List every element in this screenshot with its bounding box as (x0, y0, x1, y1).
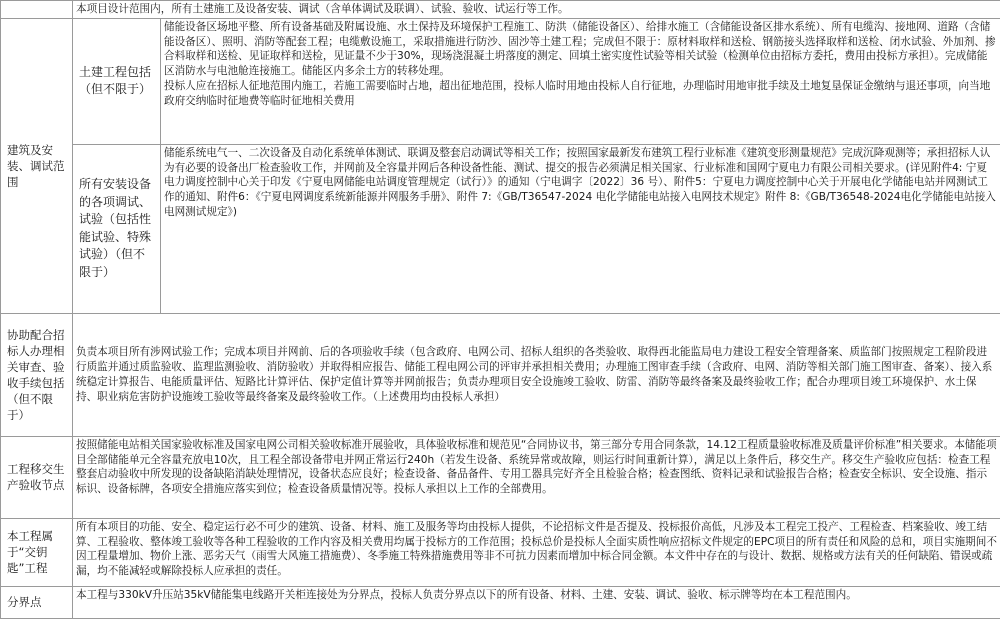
lbl-empty-cell (1, 1, 73, 19)
content-cell (73, 1, 1000, 19)
turnkey-label: 本工程属于“交钥匙”工程 (1, 518, 73, 586)
civil-works-label: 土建工程包括（但不限于） (73, 18, 161, 144)
scope-label: 建筑及安装、调试范围 (1, 18, 73, 313)
boundary-text: 本工程与330kV升压站35kV储能集电线路开关柜连接处为分界点，投标人负责分界点以下的所有设备、材料、土建、安装、调试、验收、标示牌等均在本工程范围内。 (76, 588, 857, 601)
content-cell (161, 18, 1000, 144)
scope-intro-text: 本项目设计范围内，所有土建施工及设备安装、调试（含单体调试及联调）、试验、验收、试运行等工作。 (76, 3, 569, 15)
table-row (1, 313, 1000, 436)
table-row (1, 144, 1000, 313)
turnkey-text: 所有本项目的功能、安全、稳定运行必不可少的建筑、设备、材料、施工及服务等均由投标人提供，不论招标文件是否提及、投标报价高低，凡涉及本工程完工投产、工程检查、档案验收、竣工结算、工程验收、整体竣工验收等各种工程验收的工作内容及相关费用均属于投标方的工作范围；投标总价是投标人全面实质性响应招标文件规定的EPC项目的所有责任和风险的总和，项目实施期间不因工程量增加、物价上涨、恶劣天气（雨雪大风施工措施费）、冬季施工特殊措施费用等非不可抗力因素而增加中标合同金额。本文件中存在的与设计、数据、规格或方法有关的任何缺陷、错误或疏漏，均不能减轻或解除投标人应承担的责任。 (76, 520, 997, 578)
table-row (1, 1, 1000, 19)
content-cell (73, 313, 1000, 436)
civil-works-text: 储能设备区场地平整、所有设备基础及附属设施、水土保持及环境保护工程施工、防洪（储能设备区）、给排水施工（含储能设备区排水系统）、所有电缆沟、接地网、道路（含储能设备区）、照明、消防等配套工程；电缆敷设施工，采取措施进行防沙、固沙等土建工程；完成但不限于：原材料取样和送检、钢筋接头选择取样和送检、闭水试验、外加剂、掺合料取样和送检、见证取样和送检，见证量不少于30%，现场浇混凝土坍落度的测定、回填土密实度性试验等相关试验（检测单位由招标方委托，费用由投标方承担）。完成储能区消防水与电池舱连接施工。储能区内多余土方的转移处理。 (164, 20, 996, 78)
content-cell (73, 518, 1000, 586)
table-row (1, 18, 1000, 144)
installation-testing-text: 储能系统电气一、二次设备及自动化系统单体测试、联调及整套启动调试等相关工作；按照国家最新发布建筑工程行业标准《建筑变形测量规范》完成沉降观测等；承担招标人认为有必要的设备出厂检查验收工作，并网前及全容量并网后各种设备性能、测试、提交的报告必须满足相关国家、行业标准和国网宁夏电力有限公司相关要求。(详见附件4: 宁夏电力调度控制中心关于印发《宁夏电网储能电站调度管理规定（试行）》的通知（宁电调字〔2022〕36 号）、附件5：宁夏电力调度控制中心关于开展电化学储能电站并网测试工作的通知、附件6：《宁夏电网调度系统新能源并网服务手册》、附件 7:《GB/T36547-2024 电化学储能电站接入电网技术规定》附件 8:《GB/T36548-2024电化学储能电站接入电网测试规定》) (164, 146, 996, 218)
table-row (1, 586, 1000, 618)
assist-approval-text: 负责本项目所有涉网试验工作；完成本项目并网前、后的各项验收手续（包含政府、电网公司、招标人组织的各类验收、取得西北能监局电力建设工程安全管理备案、质监部门按照规定工程阶段进行质监并通过质监验收、监理监测验收、消防验收）并取得相应报告、储能工程电网公司的评审并承担相关费用；办理施工图审查手续（含政府、电网、消防等相关部门施工图审查、备案）、接入系统稳定计算报告、电能质量评估、短路比计算评估、保护定值计算等并网前报告；负责办理项目安全设施竣工验收、防雷、消防等最终备案及最终验收工作；配合办理项目竣工环境保护、水土保持、职业病危害防护设施竣工验收等最终备案及最终验收工作。（上述费用均由投标人承担） (76, 346, 993, 403)
content-cell (161, 144, 1000, 313)
handover-node-label: 工程移交生产验收节点 (1, 436, 73, 518)
assist-approval-label: 协助配合招标人办理相关审查、验收手续包括（但不限于） (1, 313, 73, 436)
table-row (1, 436, 1000, 518)
content-cell (73, 586, 1000, 618)
handover-node-text: 按照储能电站相关国家验收标准及国家电网公司相关验收标准开展验收，具体验收标准和规范见“合同协议书，第三部分专用合同条款，14.12工程质量验收标准及质量评价标准”相关要求。本储能项目全部储能单元全容量充放电10次，且工程全部设备带电并网正常运行240h（若发生设备、系统异常或故障，则运行时间重新计算），满足以上条件后，移交生产。移交生产验收应包括：检查工程整套启动验收中所发现的设备缺陷消缺处理情况，设备状态应良好；检查设备、备品备件、专用工器具完好齐全且检验合格；检查图纸、资料记录和试验报告合格；检查安全标识、安全设施、指示标识、设备标牌，各项安全措施应落实到位；检查设备质量情况等。投标人承担以上工作的全部费用。 (76, 438, 997, 496)
installation-testing-label: 所有安装设备的各项调试、试验（包括性能试验、特殊试验）（但不限于） (73, 144, 161, 313)
land-use-text: 投标人应在招标人征地范围内施工，若施工需要临时占地，超出征地范围，投标人临时用地由投标人自行征地，办理临时用地审批手续及土地复垦保证金缴纳与退还事项，向当地政府交纳临时征地费等临时征地相关费用 (164, 79, 991, 107)
table-row (1, 518, 1000, 586)
content-cell (73, 436, 1000, 518)
boundary-label: 分界点 (1, 586, 73, 618)
